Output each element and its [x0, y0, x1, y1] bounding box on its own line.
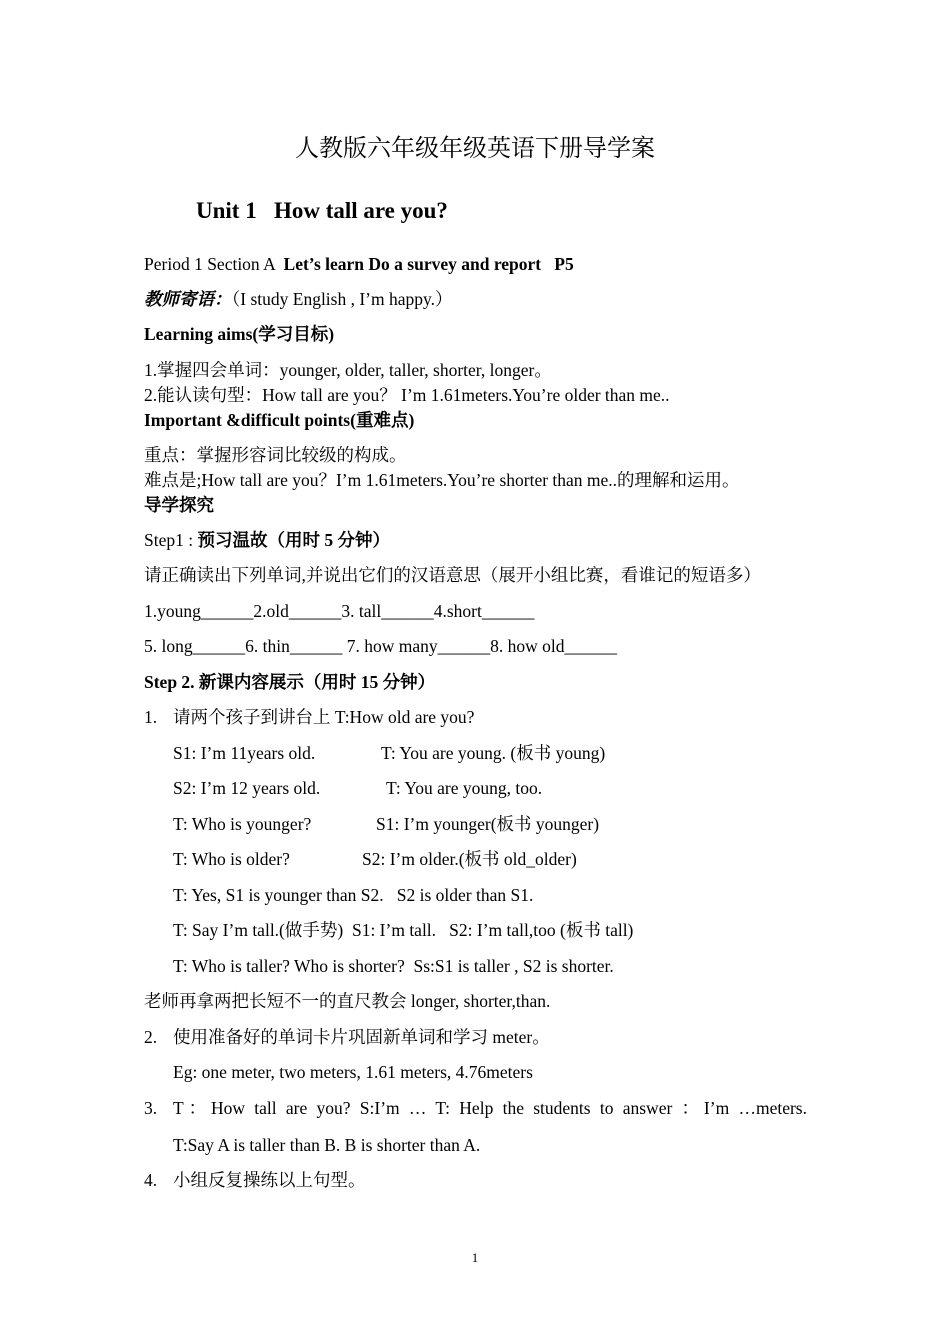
item-2-text: 使用准备好的单词卡片巩固新单词和学习 meter。	[173, 1027, 550, 1047]
ruler-note: 老师再拿两把长短不一的直尺教会 longer, shorter,than.	[144, 991, 551, 1011]
aim-2: 2.能认读句型：How tall are you？ I’m 1.61meters.You’re older than me..	[144, 385, 670, 405]
dialogue-1a: S1: I’m 11years old.	[173, 743, 316, 763]
dialogue-4b: S2: I’m older.(板书 old_older)	[362, 849, 577, 869]
aim-1: 1.掌握四会单词：younger, older, taller, shorter, longer。	[144, 360, 552, 380]
item-2-number: 2.	[144, 1027, 158, 1047]
period-line	[144, 253, 574, 275]
explore-heading	[144, 494, 214, 516]
word-blanks-1: 1.young______2.old______3. tall______4.short______	[144, 601, 535, 621]
item-1-text: 请两个孩子到讲台上 T:How old are you?	[173, 707, 475, 727]
unit-heading: Unit 1 How tall are you?	[196, 198, 448, 223]
dialogue-3b: S1: I’m younger(板书 younger)	[376, 814, 600, 834]
item-3-followup: T:Say A is taller than B. B is shorter than A.	[173, 1135, 481, 1155]
item-4-number: 4.	[144, 1170, 158, 1190]
step2-title: Step 2. 新课内容展示（用时 15 分钟）	[144, 672, 436, 692]
item-3-number: 3.	[144, 1098, 158, 1118]
dialogue-6: T: Say I’m tall.(做手势) S1: I’m tall. S2: I’m tall,too (板书 tall)	[173, 920, 634, 940]
step1-instruction: 请正确读出下列单词,并说出它们的汉语意思（展开小组比赛，看谁记的短语多）	[144, 565, 761, 585]
example-line: Eg: one meter, two meters, 1.61 meters, 4.76meters	[173, 1062, 533, 1082]
dialogue-2b: T: You are young, too.	[386, 778, 543, 798]
step1-prefix: Step1 :	[144, 530, 198, 550]
page-number: 1	[471, 1250, 479, 1265]
dialogue-7: T: Who is taller? Who is shorter? Ss:S1 is taller , S2 is shorter.	[173, 956, 614, 976]
dialogue-1b: T: You are young. (板书 young)	[381, 743, 606, 763]
period-prefix: Period 1 Section A	[144, 254, 284, 274]
step2-heading	[144, 671, 435, 693]
aims-heading-text: Learning aims(学习目标)	[144, 324, 335, 344]
step1-title: 预习温故（用时 5 分钟）	[197, 530, 390, 550]
document-title: 人教版六年级年级英语下册导学案	[295, 136, 655, 162]
dialogue-3a: T: Who is younger?	[173, 814, 312, 834]
item-3-text: T：How tall are you? S:I’m … T: Help the students to answer ：I’m …meters.	[173, 1098, 807, 1118]
points-heading-text: Important &difficult points(重难点)	[144, 410, 415, 430]
points-heading	[144, 409, 414, 431]
aims-heading	[144, 323, 334, 345]
period-lesson: Let’s learn Do a survey and report P5	[283, 254, 574, 274]
step1-heading	[144, 529, 390, 551]
dialogue-2a: S2: I’m 12 years old.	[173, 778, 321, 798]
dialogue-4a: T: Who is older?	[173, 849, 290, 869]
point-2: 难点是;How tall are you？I’m 1.61meters.You’re shorter than me..的理解和运用。	[144, 470, 740, 490]
dialogue-5: T: Yes, S1 is younger than S2. S2 is older than S1.	[173, 885, 534, 905]
teacher-text: （I study English , I’m happy.）	[231, 289, 453, 309]
teacher-label: 教师寄语：	[144, 289, 232, 309]
item-4-text: 小组反复操练以上句型。	[173, 1170, 366, 1190]
teacher-message	[144, 288, 453, 310]
word-blanks-2: 5. long______6. thin______ 7. how many______8. how old______	[144, 636, 617, 656]
point-1: 重点：掌握形容词比较级的构成。	[144, 445, 407, 465]
explore-heading-text: 导学探究	[144, 495, 214, 515]
item-1-number: 1.	[144, 707, 158, 727]
